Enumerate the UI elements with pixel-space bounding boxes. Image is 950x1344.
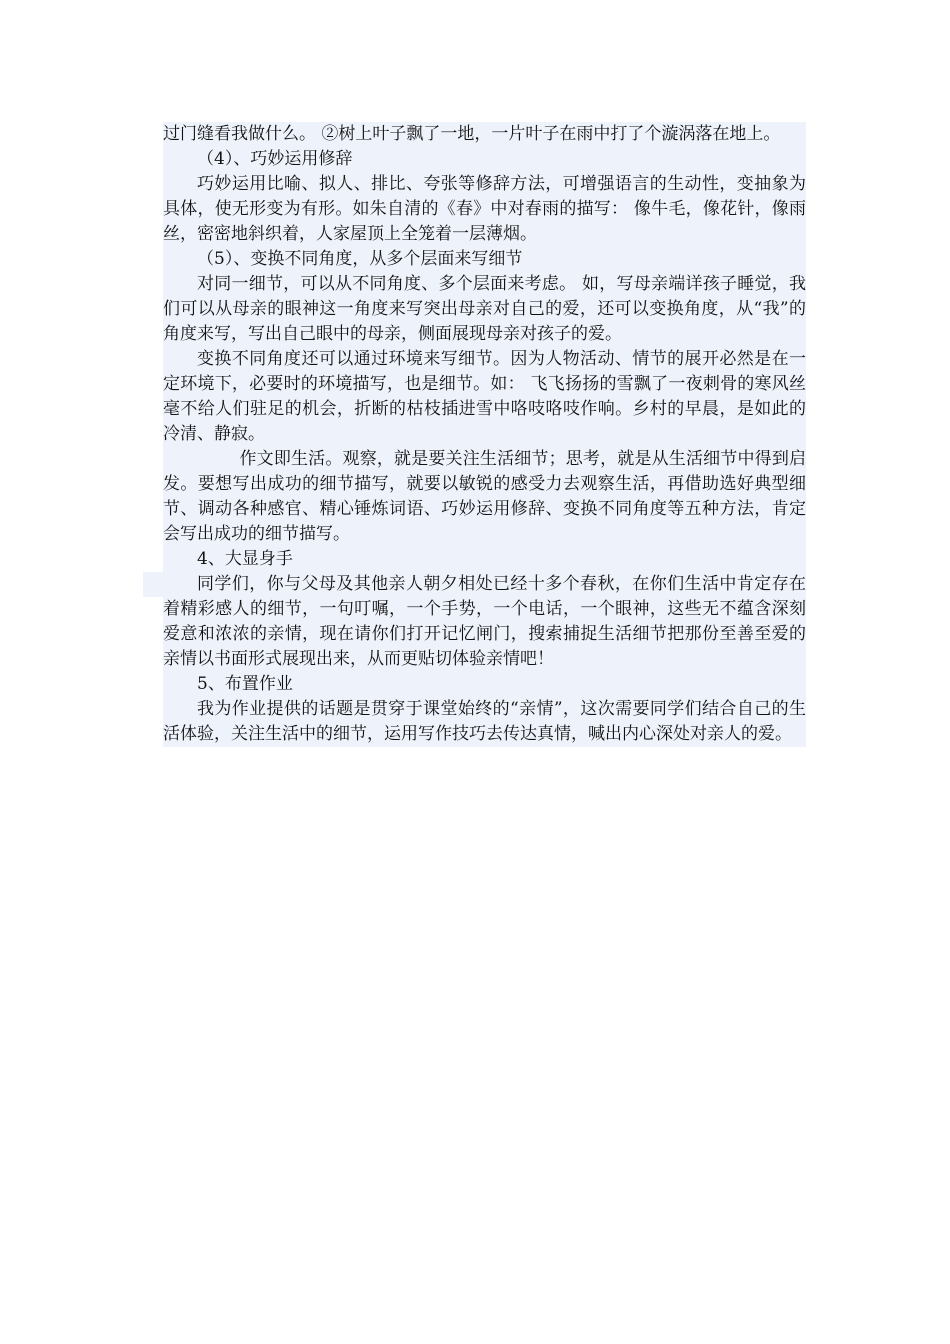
paragraph-homework: 我为作业提供的话题是贯穿于课堂始终的“亲情”，这次需要同学们结合自己的生活体验，关注生活中的细节，运用写作技巧去传达真情，喊出内心深处对亲人的爱。 [163,699,806,744]
margin-shade [143,572,163,597]
paragraph-rhetoric: 巧妙运用比喻、拟人、排比、夸张等修辞方法，可增强语言的生动性，变抽象为具体，使无形变为有形。如朱自清的《春》中对春雨的描写： 像牛毛，像花针，像雨丝，密密地斜织着，人家屋顶上全笼着一层薄烟。 [163,174,806,244]
heading-practice: 4、大显身手 [197,549,293,569]
document-body [163,122,806,747]
paragraph-practice: 同学们，你与父母及其他亲人朝夕相处已经十多个春秋，在你们生活中肯定存在着精彩感人的细节，一句叮嘱，一个手势，一个电话，一个眼神，这些无不蕴含深刻爱意和浓浓的亲情，现在请你们打开记忆闸门，搜索捕捉生活细节把那份至善至爱的亲情以书面形式展现出来，从而更贴切体验亲情吧！ [163,574,806,669]
paragraph-summary: 作文即生活。观察，就是要关注生活细节；思考，就是从生活细节中得到启发。要想写出成功的细节描写，就要以敏锐的感受力去观察生活，再借助选好典型细节、调动各种感官、精心锤炼词语、巧妙运用修辞、变换不同角度等五种方法，肯定会写出成功的细节描写。 [163,449,806,544]
paragraph-example-continued: 过门缝看我做什么。 ②树上叶子飘了一地，一片叶子在雨中打了个漩涡落在地上。 [163,124,781,144]
heading-rhetoric: （4）、巧妙运用修辞 [197,149,353,169]
paragraph-angles: 对同一细节，可以从不同角度、多个层面来考虑。 如，写母亲端详孩子睡觉，我们可以从母亲的眼神这一角度来写突出母亲对自己的爱，还可以变换角度，从“我”的角度来写，写出自己眼中的母亲，侧面展现母亲对孩子的爱。 [163,274,806,344]
paragraph-environment: 变换不同角度还可以通过环境来写细节。因为人物活动、情节的展开必然是在一定环境下，必要时的环境描写，也是细节。如： 飞飞扬扬的雪飘了一夜刺骨的寒风丝毫不给人们驻足的机会，折断的枯枝插进雪中咯吱咯吱作响。乡村的早晨，是如此的冷清、静寂。 [163,349,806,444]
heading-homework: 5、布置作业 [197,674,293,694]
heading-angles: （5）、变换不同角度，从多个层面来写细节 [197,249,523,269]
